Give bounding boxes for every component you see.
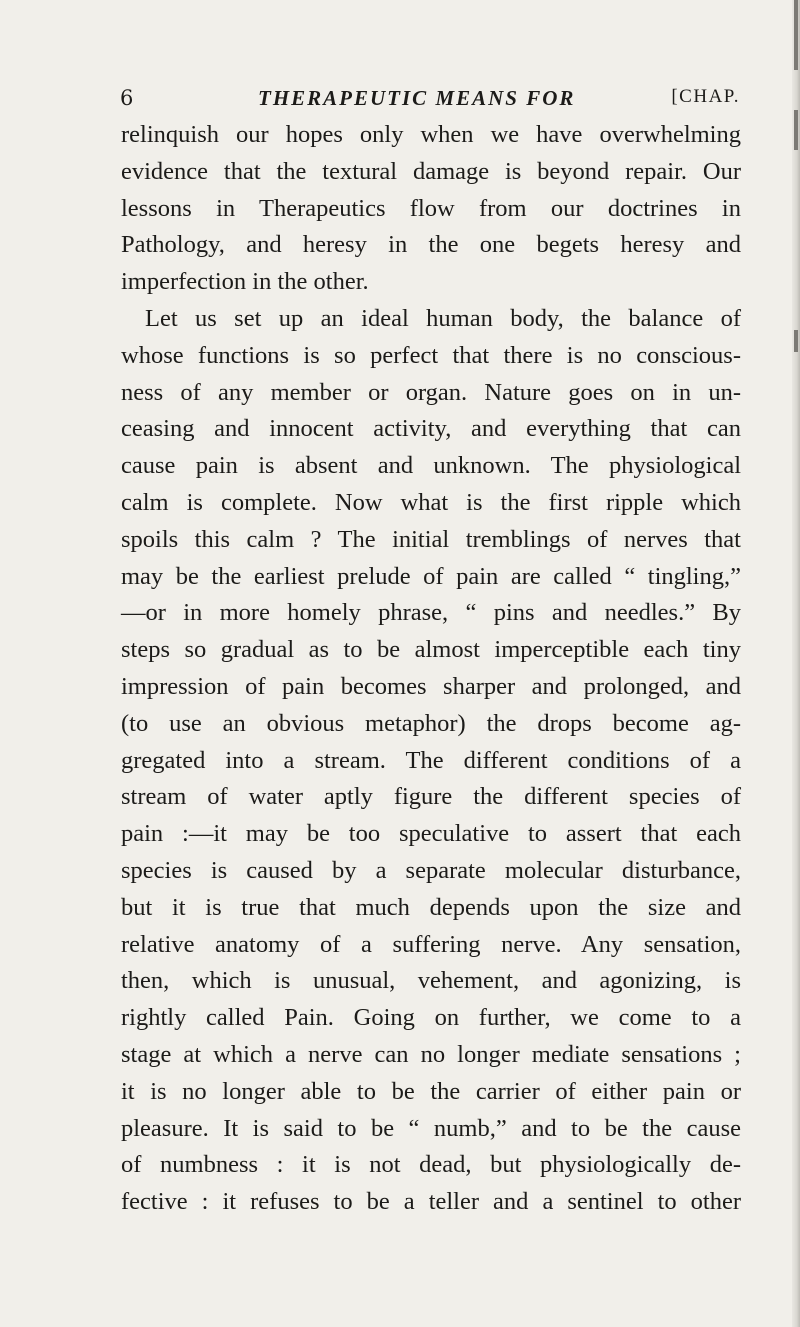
text-line: rightly called Pain. Going on further, we come to a: [121, 1004, 741, 1032]
text-line: it is no longer able to be the carrier of either pain or: [121, 1077, 741, 1105]
text-line: may be the earliest prelude of pain are called “ tingling,”: [121, 562, 741, 590]
text-line: fective : it refuses to be a teller and a sentinel to other: [121, 1188, 741, 1216]
chapter-mark: [CHAP.: [671, 86, 740, 107]
text-line: calm is complete. Now what is the first ripple which: [121, 488, 741, 516]
text-line: of numbness : it is not dead, but physiologically de-: [121, 1151, 741, 1179]
text-line: relinquish our hopes only when we have overwhelming: [121, 121, 741, 148]
scan-edge: [792, 0, 800, 1327]
text-line: but it is true that much depends upon the size and: [121, 893, 741, 921]
scan-edge-mark: [794, 0, 798, 70]
text-line: —or in more homely phrase, “ pins and needles.” By: [121, 599, 741, 627]
text-line: relative anatomy of a suffering nerve. Any sensation,: [121, 930, 741, 958]
text-line: stage at which a nerve can no longer mediate sensations ;: [121, 1040, 741, 1068]
text-line: Pathology, and heresy in the one begets heresy and: [121, 231, 741, 259]
text-line: stream of water aptly figure the different species of: [121, 783, 741, 811]
body-text: [121, 117, 741, 1221]
text-line: lessons in Therapeutics flow from our doctrines in: [121, 194, 741, 222]
text-line: steps so gradual as to be almost imperceptible each tiny: [121, 636, 741, 664]
text-line: then, which is unusual, vehement, and agonizing, is: [121, 967, 741, 995]
scan-edge-mark: [794, 330, 798, 352]
text-line: ness of any member or organ. Nature goes on in un-: [121, 378, 741, 406]
text-line: (to use an obvious metaphor) the drops become ag-: [121, 709, 741, 737]
running-title: THERAPEUTIC MEANS FOR: [258, 86, 576, 110]
text-line: spoils this calm ? The initial tremblings of nerves that: [121, 525, 741, 553]
text-line: cause pain is absent and unknown. The physiological: [121, 452, 741, 480]
page-number: 6: [120, 86, 134, 110]
text-line: imperfection in the other.: [121, 268, 369, 296]
text-line: species is caused by a separate molecular disturbance,: [121, 856, 741, 884]
text-line: whose functions is so perfect that there is no conscious-: [121, 341, 741, 369]
text-line: impression of pain becomes sharper and prolonged, and: [121, 672, 741, 700]
text-line: pleasure. It is said to be “ numb,” and to be the cause: [121, 1114, 741, 1142]
text-line: ceasing and innocent activity, and everything that can: [121, 415, 741, 443]
page-header: [120, 86, 740, 116]
text-line: Let us set up an ideal human body, the balance of: [145, 304, 741, 332]
text-line: evidence that the textural damage is beyond repair. Our: [121, 157, 741, 185]
text-line: pain :—it may be too speculative to assert that each: [121, 820, 741, 848]
scan-edge-mark: [794, 110, 798, 150]
text-line: gregated into a stream. The different conditions of a: [121, 746, 741, 774]
